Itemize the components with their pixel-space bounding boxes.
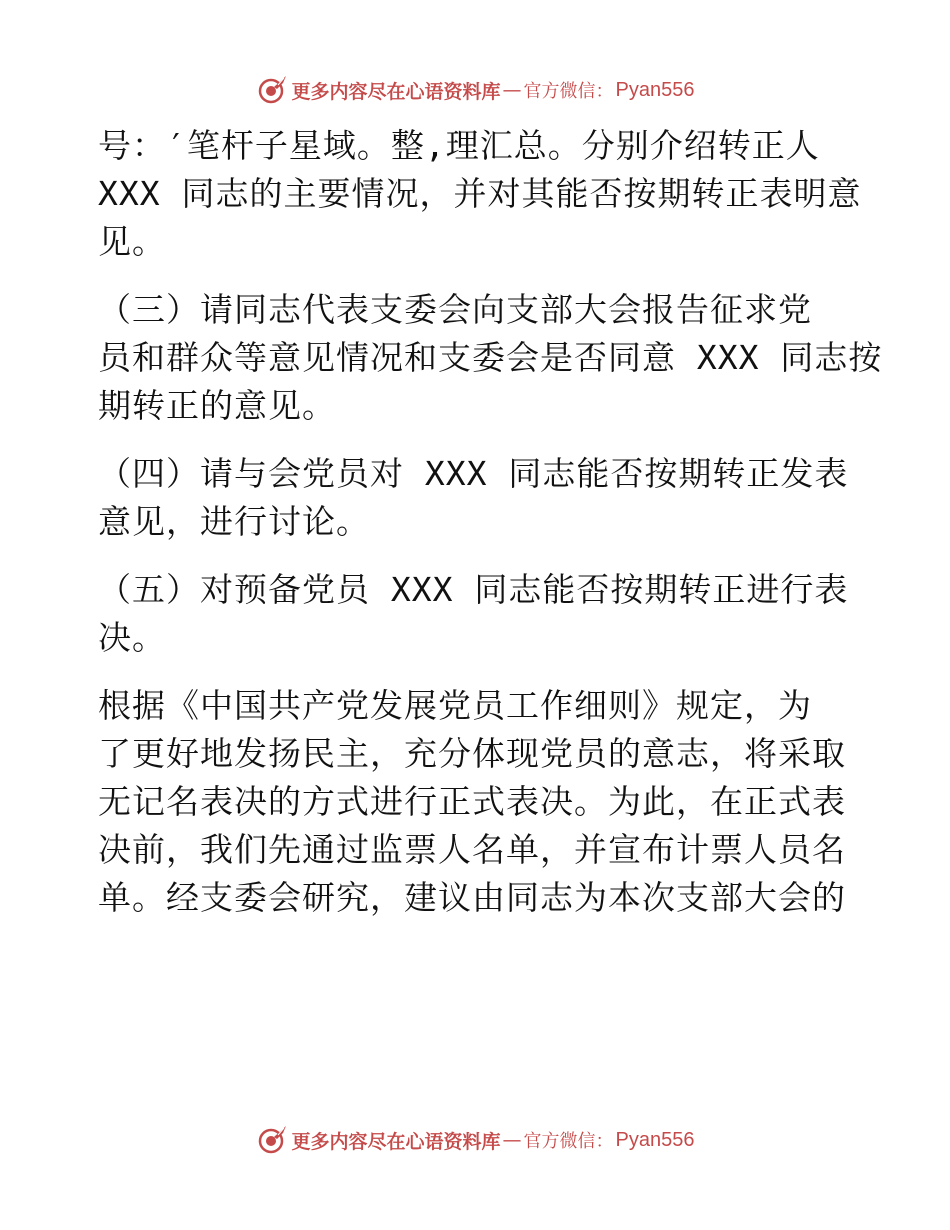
paragraph-3 (98, 450, 858, 546)
paragraph-4 (98, 566, 858, 662)
text-line: 根据《中国共产党发展党员工作细则》规定，为 (98, 686, 812, 725)
text-line: （三）请同志代表支委会向支部大会报告征求党 (98, 290, 812, 329)
text-line: 无记名表决的方式进行正式表决。为此，在正式表 (98, 782, 846, 821)
banner-wechat-label: 官方微信： (523, 81, 614, 102)
text-line: 号：′笔杆子星域。整,理汇总。分别介绍转正人 (98, 126, 820, 165)
text-line: 意见，进行讨论。 (98, 502, 370, 541)
text-line: 期转正的意见。 (98, 386, 336, 425)
banner-title: 更多内容尽在心语资料库 (291, 80, 501, 103)
banner-wechat-id: Pyan556 (615, 1128, 695, 1151)
paragraph-1 (98, 122, 862, 266)
banner-wechat-label: 官方微信： (523, 1131, 614, 1152)
banner-title: 更多内容尽在心语资料库 (291, 1130, 501, 1153)
text-line: 决前，我们先通过监票人名单，并宣布计票人员名 (98, 830, 846, 869)
text-line: 员和群众等意见情况和支委会是否同意 XXX 同志按 (98, 338, 883, 377)
text-line: （四）请与会党员对 XXX 同志能否按期转正发表 (98, 454, 849, 493)
banner-separator: — (502, 79, 522, 101)
header-banner (0, 70, 950, 110)
banner-wechat-id: Pyan556 (615, 78, 695, 101)
text-line: 决。 (98, 618, 166, 657)
paragraph-2 (98, 286, 883, 430)
paragraph-5 (98, 682, 858, 922)
quill-pen-circle-logo-icon (256, 1124, 288, 1156)
text-line: 见。 (98, 222, 166, 261)
text-line: （五）对预备党员 XXX 同志能否按期转正进行表 (98, 570, 849, 609)
text-line: 了更好地发扬民主，充分体现党员的意志，将采取 (98, 734, 846, 773)
quill-pen-circle-logo-icon (256, 74, 288, 106)
text-line: 单。经支委会研究，建议由同志为本次支部大会的 (98, 878, 846, 917)
banner-separator: — (502, 1129, 522, 1151)
footer-banner (0, 1120, 950, 1160)
document-body (98, 122, 883, 942)
text-line: XXX 同志的主要情况，并对其能否按期转正表明意 (98, 174, 862, 213)
